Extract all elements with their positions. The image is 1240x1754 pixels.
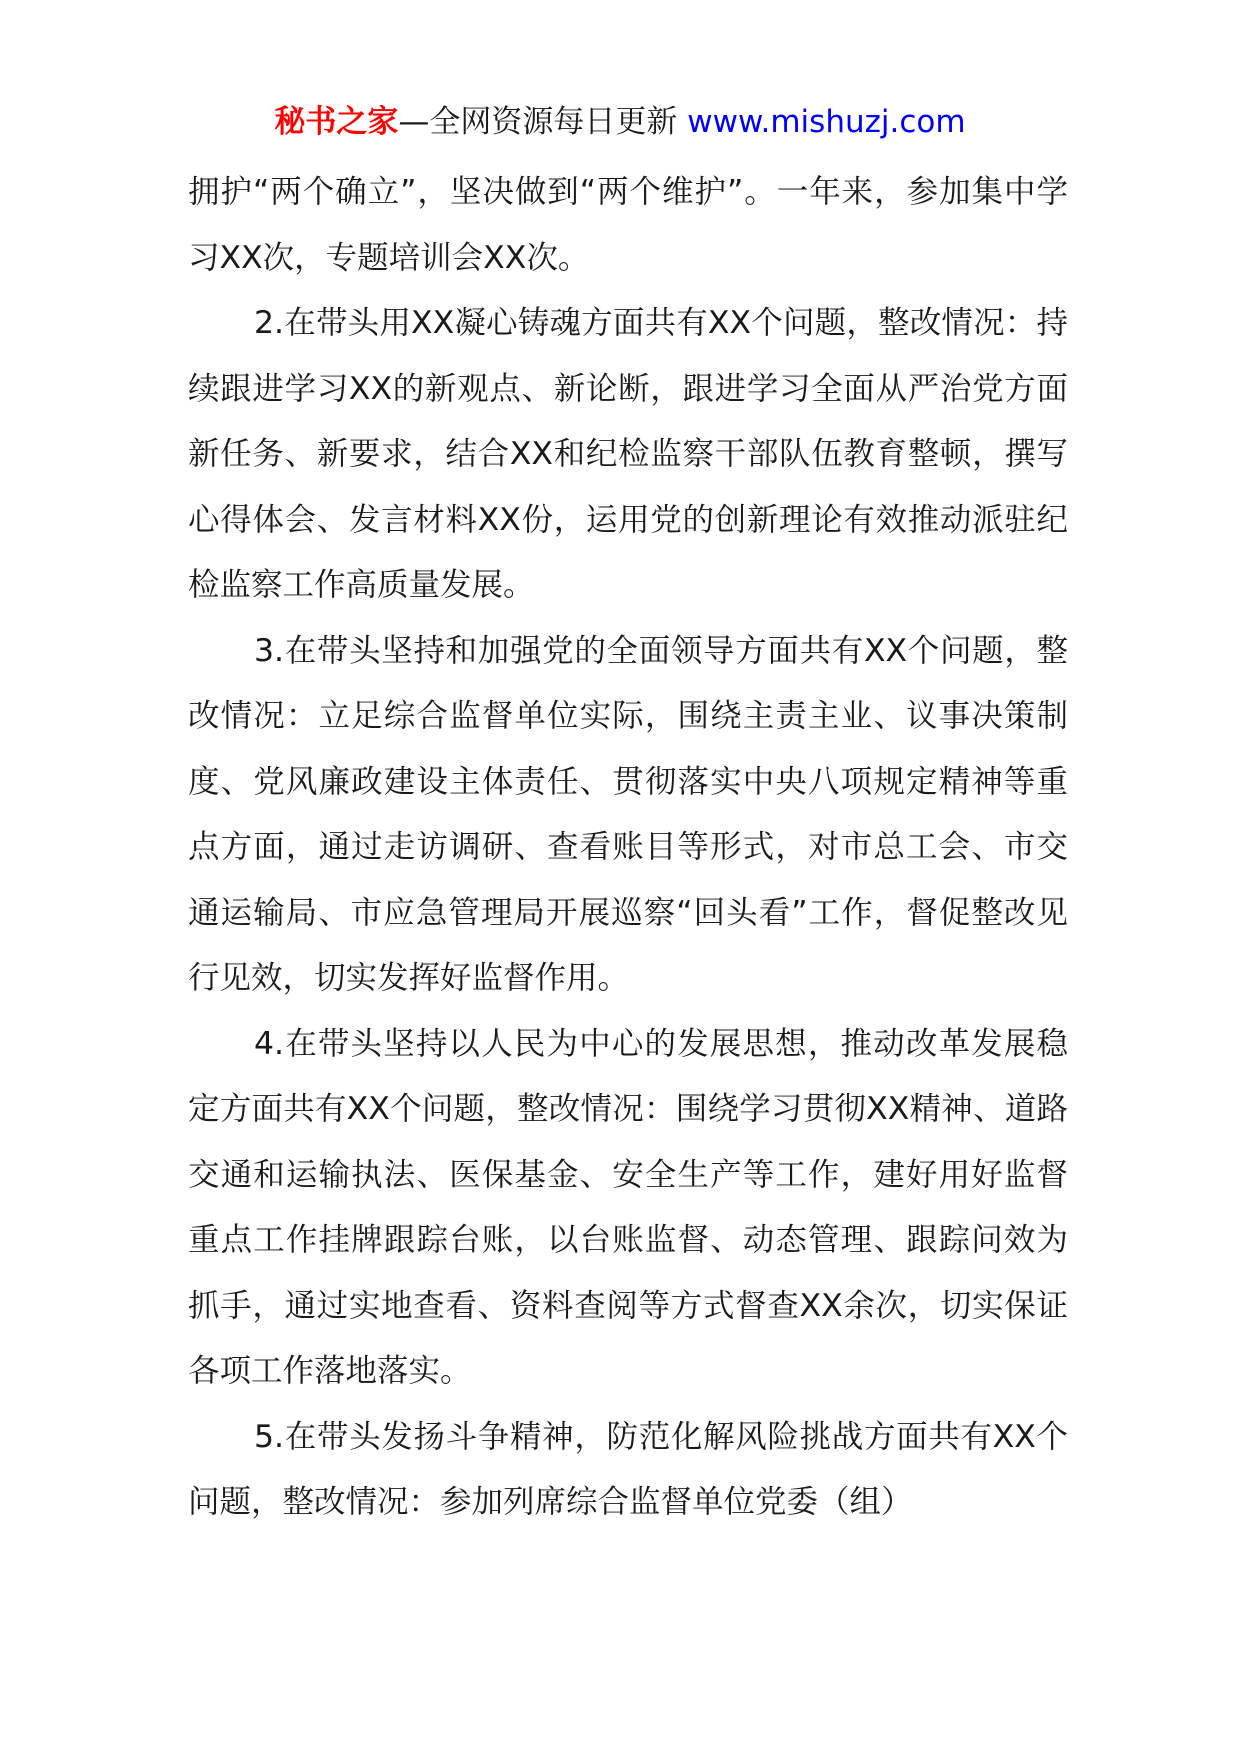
paragraph-continuation: 拥护“两个确立”，坚决做到“两个维护”。一年来，参加集中学习XX次，专题培训会XX次。 bbox=[188, 174, 1068, 276]
paragraph-item-3: 3.在带头坚持和加强党的全面领导方面共有XX个问题，整改情况：立足综合监督单位实际，围绕主责主业、议事决策制度、党风廉政建设主体责任、贯彻落实中央八项规定精神等重点方面，通过走访调研、查看账目等形式，对市总工会、市交通运输局、市应急管理局开展巡察“回头看”工作，督促整改见行见效，切实发挥好监督作用。 bbox=[188, 632, 1068, 996]
site-url-link[interactable]: www.mishuzj.com bbox=[687, 104, 966, 140]
paragraph-item-2: 2.在带头用XX凝心铸魂方面共有XX个问题，整改情况：持续跟进学习XX的新观点、新论断，跟进学习全面从严治党方面新任务、新要求，结合XX和纪检监察干部队伍教育整顿，撰写心得体会、发言材料XX份，运用党的创新理论有效推动派驻纪检监察工作高质量发展。 bbox=[188, 305, 1068, 603]
paragraph-item-5: 5.在带头发扬斗争精神，防范化解风险挑战方面共有XX个问题，整改情况：参加列席综合监督单位党委（组） bbox=[188, 1418, 1068, 1520]
site-slogan: —全网资源每日更新 bbox=[398, 104, 688, 140]
site-brand: 秘书之家 bbox=[274, 104, 399, 140]
site-header bbox=[0, 100, 1240, 144]
document-body bbox=[188, 160, 1068, 1536]
paragraph-item-4: 4.在带头坚持以人民为中心的发展思想，推动改革发展稳定方面共有XX个问题，整改情况：围绕学习贯彻XX精神、道路交通和运输执法、医保基金、安全生产等工作，建好用好监督重点工作挂牌跟踪台账，以台账监督、动态管理、跟踪问效为抓手，通过实地查看、资料查阅等方式督查XX余次，切实保证各项工作落地落实。 bbox=[188, 1025, 1068, 1389]
